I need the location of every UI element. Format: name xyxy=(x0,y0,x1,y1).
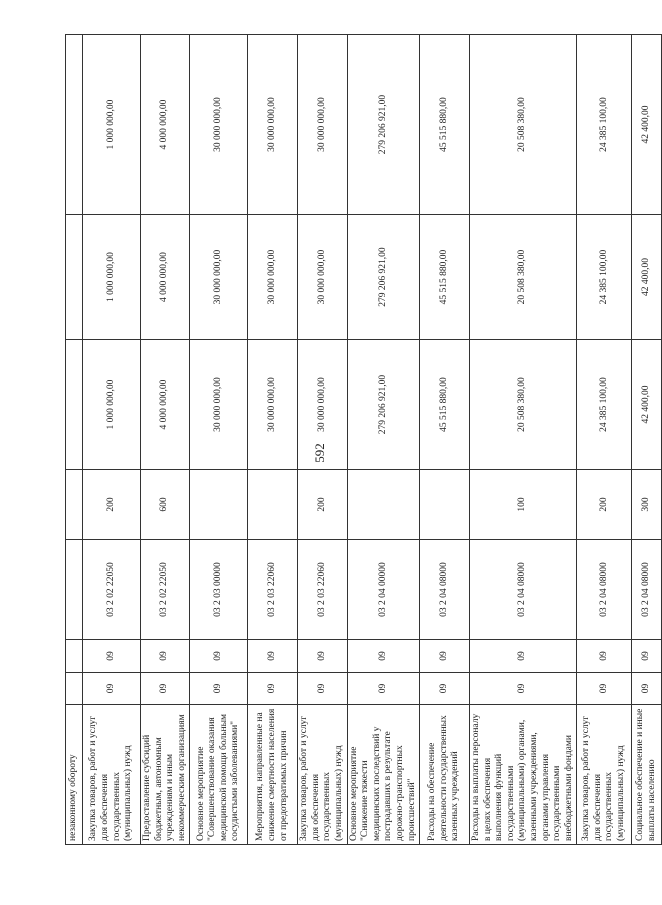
amount-year-2: 279 206 921,00 xyxy=(347,215,419,340)
section-code: 09 xyxy=(632,673,662,705)
amount-year-3: 42 400,00 xyxy=(632,35,662,215)
target-article-code: 03 2 02 22050 xyxy=(141,540,190,640)
section-code: 09 xyxy=(248,673,298,705)
expense-type-code xyxy=(420,470,470,540)
amount-year-3: 24 385 100,00 xyxy=(577,35,632,215)
target-article-code: 03 2 04 08000 xyxy=(577,540,632,640)
table-row xyxy=(470,35,577,845)
expense-type-code: 200 xyxy=(83,470,141,540)
target-article-code: 03 2 03 00000 xyxy=(190,540,248,640)
amount-year-2: 4 000 000,00 xyxy=(141,215,190,340)
table-row xyxy=(190,35,248,845)
subsection-code: 09 xyxy=(577,640,632,673)
subsection-code: 09 xyxy=(470,640,577,673)
amount-year-2: 1 000 000,00 xyxy=(83,215,141,340)
row-name: Основное мероприятие "Снижение тяжести медицинских последствий у пострадавших в результате дорожно-транспортных происшествий" xyxy=(347,705,419,845)
row-name: Закупка товаров, работ и услуг для обеспечения государственных (муниципальных) нужд xyxy=(298,705,347,845)
amount-year-1: 20 508 380,00 xyxy=(470,340,577,470)
target-article-code: 03 2 04 00000 xyxy=(347,540,419,640)
expense-type-code xyxy=(248,470,298,540)
section-code: 09 xyxy=(420,673,470,705)
row-name: Расходы на обеспечение деятельности государственных казенных учреждений xyxy=(420,705,470,845)
expense-type-code: 600 xyxy=(141,470,190,540)
amount-year-1: 1 000 000,00 xyxy=(83,340,141,470)
row-name: Закупка товаров, работ и услуг для обеспечения государственных (муниципальных) нужд xyxy=(577,705,632,845)
expense-type-code xyxy=(190,470,248,540)
target-article-code: 03 2 03 22060 xyxy=(248,540,298,640)
budget-table xyxy=(65,34,662,845)
amount-year-3 xyxy=(66,35,83,215)
amount-year-3: 30 000 000,00 xyxy=(298,35,347,215)
amount-year-1: 30 000 000,00 xyxy=(298,340,347,470)
subsection-code: 09 xyxy=(83,640,141,673)
subsection-code: 09 xyxy=(347,640,419,673)
expense-type-code: 200 xyxy=(577,470,632,540)
amount-year-1 xyxy=(66,340,83,470)
amount-year-3: 30 000 000,00 xyxy=(190,35,248,215)
table-row xyxy=(83,35,141,845)
table-row xyxy=(298,35,347,845)
amount-year-1: 279 206 921,00 xyxy=(347,340,419,470)
amount-year-3: 1 000 000,00 xyxy=(83,35,141,215)
row-name: Предоставление субсидий бюджетным, автономным учреждениям и иным некоммерческим организациям xyxy=(141,705,190,845)
amount-year-2: 30 000 000,00 xyxy=(298,215,347,340)
amount-year-3: 20 508 380,00 xyxy=(470,35,577,215)
subsection-code: 09 xyxy=(298,640,347,673)
table-row xyxy=(248,35,298,845)
expense-type-code xyxy=(66,470,83,540)
table-row xyxy=(577,35,632,845)
target-article-code: 03 2 04 08000 xyxy=(470,540,577,640)
amount-year-1: 30 000 000,00 xyxy=(190,340,248,470)
subsection-code: 09 xyxy=(141,640,190,673)
row-name: Основное мероприятие "Совершенствование оказания медицинской помощи больным сосудистыми заболеваниями" xyxy=(190,705,248,845)
table-row xyxy=(420,35,470,845)
section-code: 09 xyxy=(83,673,141,705)
section-code: 09 xyxy=(577,673,632,705)
amount-year-3: 30 000 000,00 xyxy=(248,35,298,215)
table-row xyxy=(66,35,83,845)
target-article-code: 03 2 04 08000 xyxy=(632,540,662,640)
target-article-code xyxy=(66,540,83,640)
section-code: 09 xyxy=(141,673,190,705)
target-article-code: 03 2 04 08000 xyxy=(420,540,470,640)
amount-year-1: 45 515 880,00 xyxy=(420,340,470,470)
table-row xyxy=(141,35,190,845)
section-code: 09 xyxy=(470,673,577,705)
section-code xyxy=(66,673,83,705)
expense-type-code: 200 xyxy=(298,470,347,540)
subsection-code: 09 xyxy=(190,640,248,673)
table-row xyxy=(632,35,662,845)
expense-type-code: 100 xyxy=(470,470,577,540)
section-code: 09 xyxy=(190,673,248,705)
row-name: Закупка товаров, работ и услуг для обеспечения государственных (муниципальных) нужд xyxy=(83,705,141,845)
subsection-code xyxy=(66,640,83,673)
target-article-code: 03 2 03 22060 xyxy=(298,540,347,640)
subsection-code: 09 xyxy=(248,640,298,673)
amount-year-2: 45 515 880,00 xyxy=(420,215,470,340)
amount-year-1: 42 400,00 xyxy=(632,340,662,470)
amount-year-3: 279 206 921,00 xyxy=(347,35,419,215)
subsection-code: 09 xyxy=(632,640,662,673)
amount-year-2: 30 000 000,00 xyxy=(248,215,298,340)
amount-year-2: 20 508 380,00 xyxy=(470,215,577,340)
amount-year-1: 4 000 000,00 xyxy=(141,340,190,470)
target-article-code: 03 2 02 22050 xyxy=(83,540,141,640)
row-name: Мероприятия, направленные на снижение смертности населения от предотвратимых причин xyxy=(248,705,298,845)
amount-year-2: 24 385 100,00 xyxy=(577,215,632,340)
amount-year-1: 24 385 100,00 xyxy=(577,340,632,470)
expense-type-code xyxy=(347,470,419,540)
row-name: Расходы на выплаты персоналу в целях обеспечения выполнения функций государственными (муниципальными) органами, казенными учреждениями, органами управления государственными внебюджетными фондами xyxy=(470,705,577,845)
table-row xyxy=(347,35,419,845)
amount-year-3: 45 515 880,00 xyxy=(420,35,470,215)
amount-year-2: 42 400,00 xyxy=(632,215,662,340)
amount-year-2: 30 000 000,00 xyxy=(190,215,248,340)
amount-year-3: 4 000 000,00 xyxy=(141,35,190,215)
page-number: 592 xyxy=(312,443,327,463)
amount-year-2 xyxy=(66,215,83,340)
expense-type-code: 300 xyxy=(632,470,662,540)
budget-table-wrapper xyxy=(65,35,657,845)
section-code: 09 xyxy=(347,673,419,705)
amount-year-1: 30 000 000,00 xyxy=(248,340,298,470)
subsection-code: 09 xyxy=(420,640,470,673)
section-code: 09 xyxy=(298,673,347,705)
row-name: незаконному обороту xyxy=(66,705,83,845)
row-name: Социальное обеспечение и иные выплаты населению xyxy=(632,705,662,845)
